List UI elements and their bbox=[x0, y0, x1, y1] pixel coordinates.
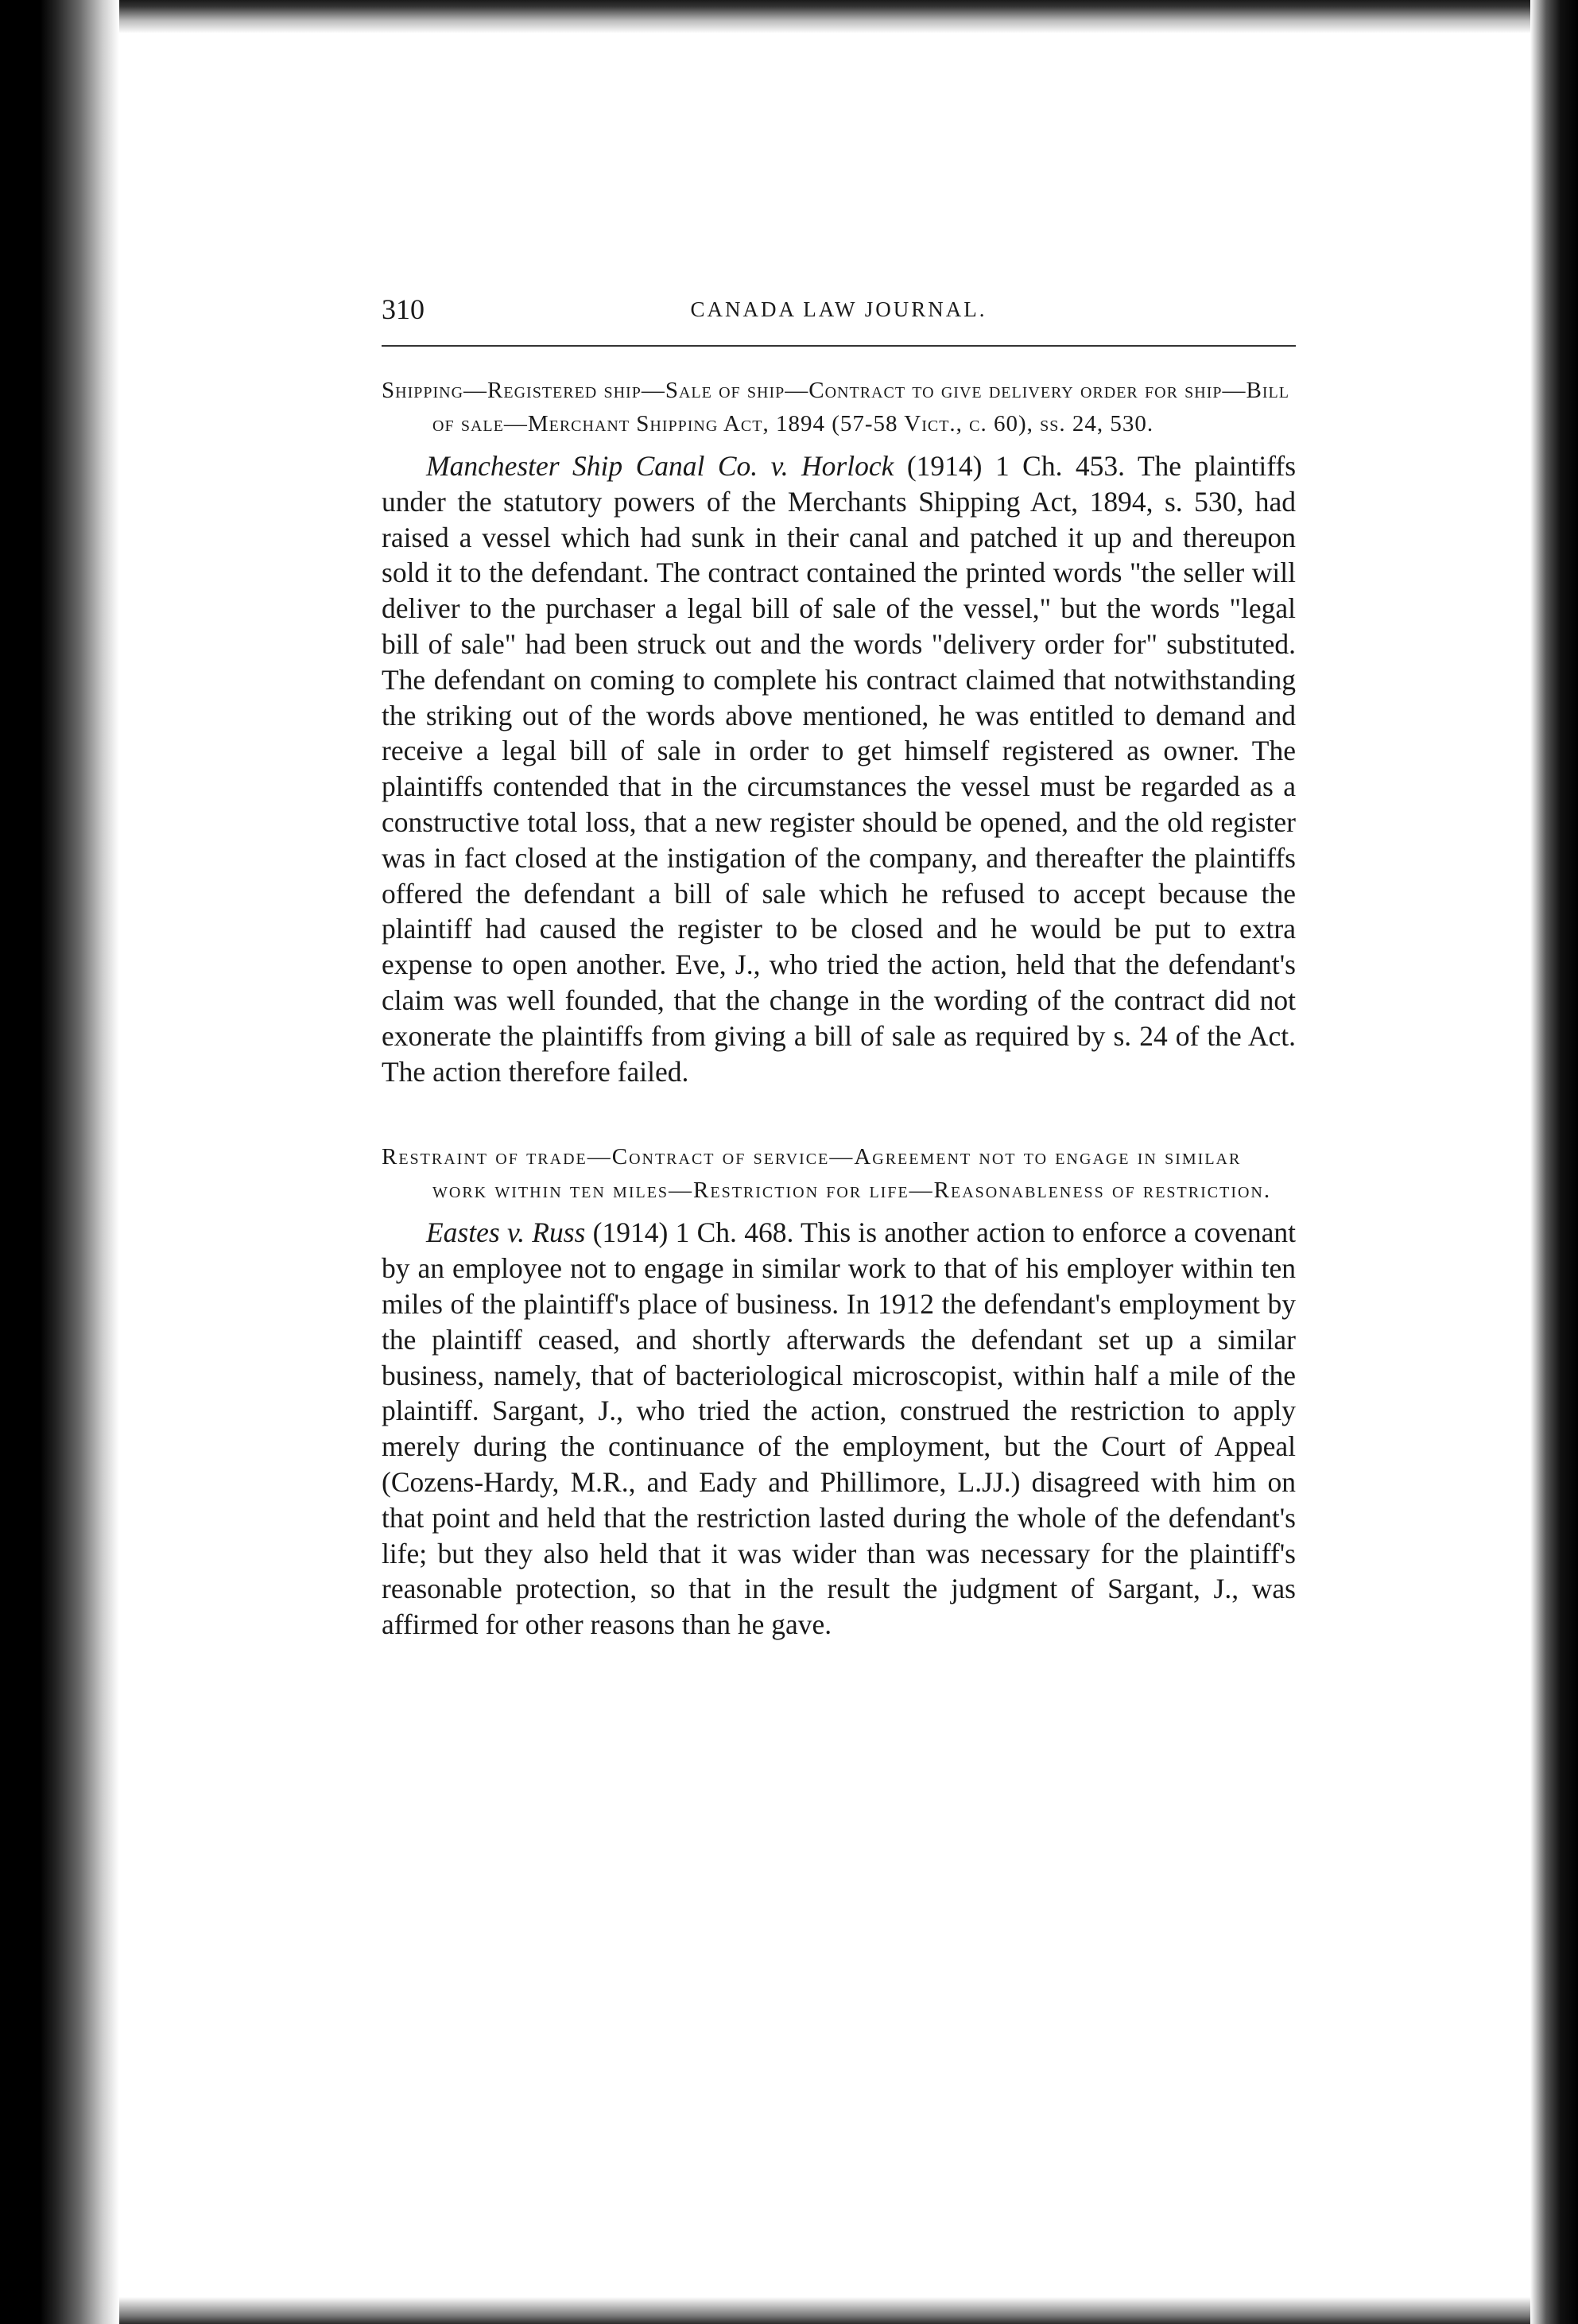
case-name: Eastes v. Russ bbox=[426, 1216, 586, 1249]
case-paragraph bbox=[382, 448, 1296, 1089]
case-text: The plaintiffs under the statutory powers of the Merchants Shipping Act, 1894, s. 530, had raised a vessel which had sunk in their canal and patched it up and thereupon sold it to the defendant. The contract contained the printed words "the seller will deliver to the purchaser a legal bill of sale of the vessel," but the words "legal bill of sale" had been struck out and the words "delivery order for" substituted. The defendant on coming to complete his contract claimed that notwithstanding the striking out of the words above mentioned, he was entitled to demand and receive a legal bill of sale in order to get himself registered as owner. The plaintiffs contended that in the circumstances the vessel must be regarded as a constructive total loss, that a new register should be opened, and the old register was in fact closed at the instigation of the company, and thereafter the plaintiffs offered the defendant a bill of sale which he refused to accept because the plaintiff had caused the register to be closed and he would be put to extra expense to open another. Eve, J., who tried the action, held that the defendant's claim was well founded, that the change in the wording of the contract did not exonerate the plaintiffs from giving a bill of sale as required by s. 24 of the Act. The action therefore failed. bbox=[382, 450, 1297, 1088]
page-number: 310 bbox=[382, 293, 425, 325]
journal-title: CANADA LAW JOURNAL. bbox=[690, 297, 987, 321]
case-note-shipping bbox=[382, 374, 1296, 1089]
case-paragraph bbox=[382, 1215, 1296, 1643]
section-spacer bbox=[382, 1089, 1296, 1140]
scan-right-edge bbox=[1530, 0, 1578, 2324]
scan-bottom-edge bbox=[119, 2297, 1530, 2324]
case-name: Manchester Ship Canal Co. v. Horlock bbox=[426, 450, 894, 482]
case-note-restraint-of-trade bbox=[382, 1140, 1296, 1643]
section-heading: Restraint of trade—Contract of service—Agreement not to engage in similar work within ten miles—Restriction for life—Reasonableness of restriction. bbox=[382, 1144, 1272, 1204]
running-head bbox=[382, 286, 1296, 334]
case-text: This is another action to enforce a covenant by an employee not to engage in similar work to that of his employer within ten miles of the plaintiff's place of business. In 1912 the defendant's employment by the plaintiff ceased, and shortly afterwards the defendant set up a similar business, namely, that of bacteriological microscopist, within half a mile of the plaintiff. Sargant, J., who tried the action, construed the restriction to apply merely during the continuance of the employment, but the Court of Appeal (Cozens-Hardy, M.R., and Eady and Phillimore, L.JJ.) disagreed with him on that point and held that the restriction lasted during the whole of the defendant's life; but they also held that it was wider than was necessary for the plaintiff's reasonable protection, so that in the result the judgment of Sargant, J., was affirmed for other reasons than he gave. bbox=[382, 1216, 1296, 1641]
scan-left-edge bbox=[0, 0, 119, 2324]
case-citation: (1914) 1 Ch. 453. bbox=[894, 450, 1138, 482]
journal-page bbox=[382, 286, 1296, 1643]
section-heading: Shipping—Registered ship—Sale of ship—Contract to give delivery order for ship—Bill of sale—Merchant Shipping Act, 1894 (57-58 Vict., c. 60), ss. 24, 530. bbox=[382, 378, 1289, 436]
case-citation: (1914) 1 Ch. 468. bbox=[585, 1216, 801, 1249]
scan-top-edge bbox=[119, 0, 1530, 33]
header-rule bbox=[382, 345, 1296, 347]
